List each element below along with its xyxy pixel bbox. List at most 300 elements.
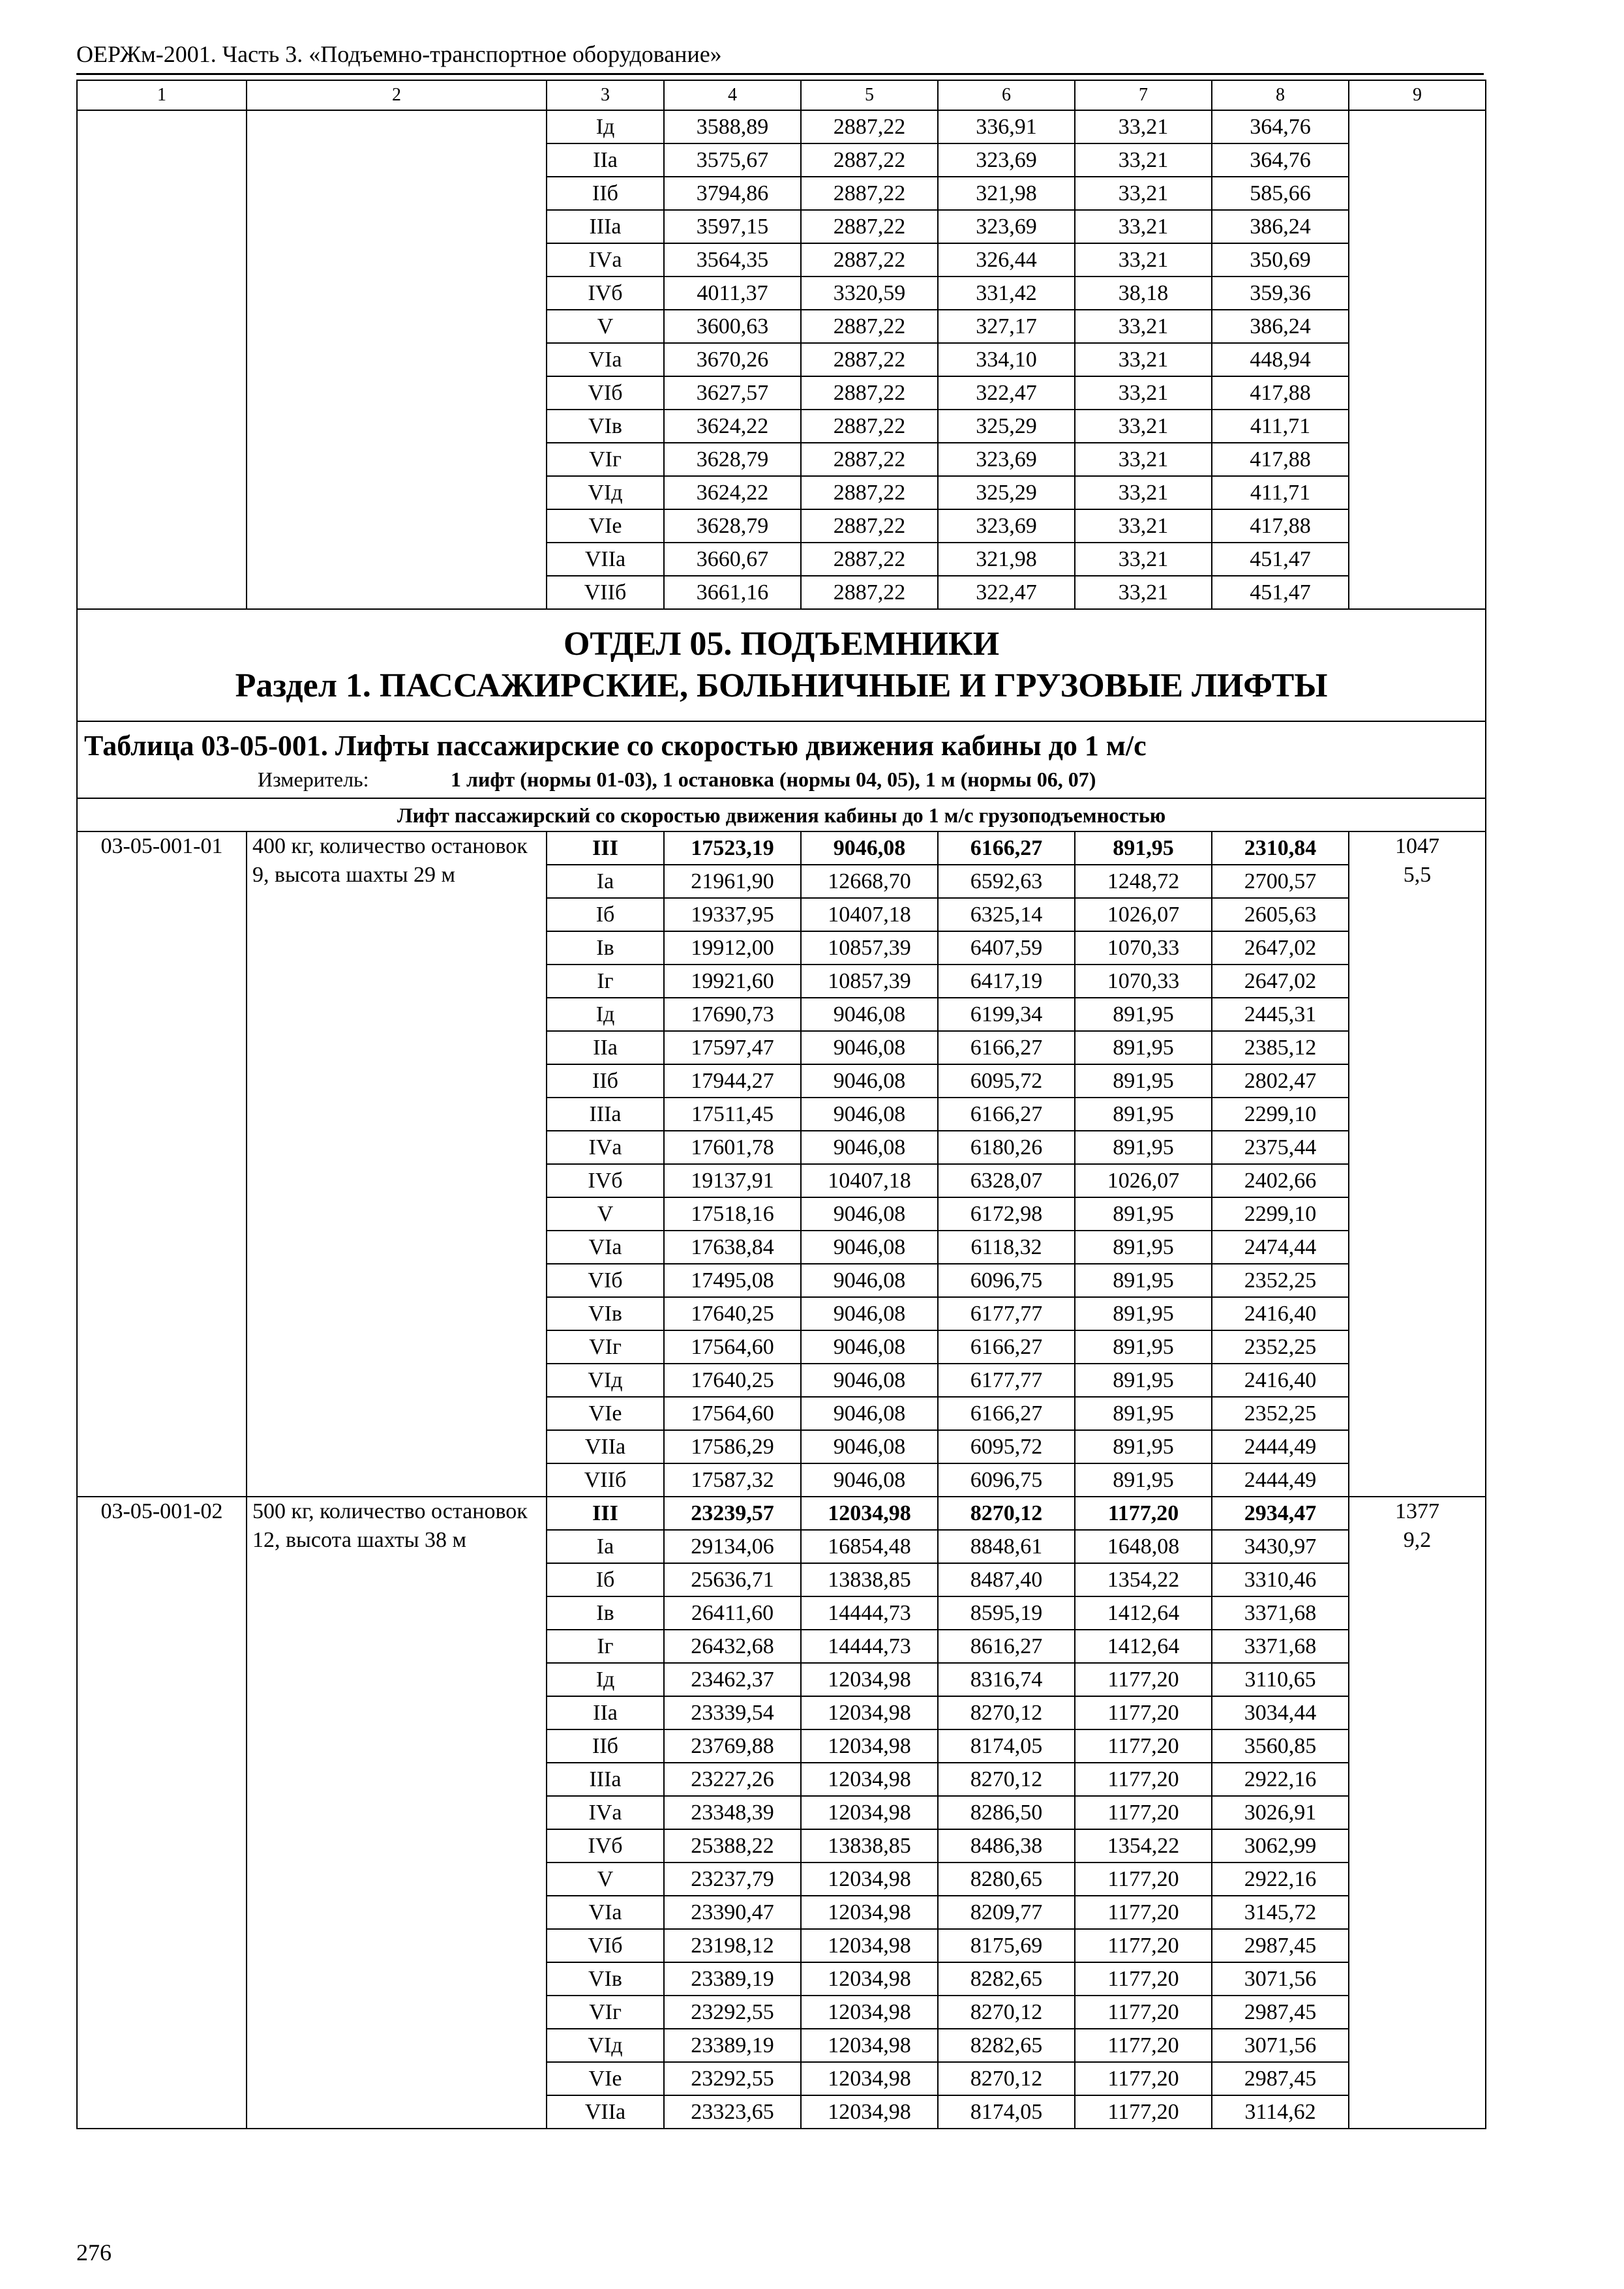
zone-cell: IIа [547, 143, 664, 177]
value-cell: 14444,73 [801, 1596, 938, 1630]
table-row [77, 1497, 1486, 1530]
value-cell: 21961,90 [664, 865, 801, 898]
value-cell: 4011,37 [664, 277, 801, 310]
value-cell: 2605,63 [1212, 898, 1349, 931]
value-cell: 10857,39 [801, 931, 938, 965]
zone-cell: VIг [547, 1996, 664, 2029]
value-cell: 17640,25 [664, 1364, 801, 1397]
zone-cell: VIг [547, 443, 664, 476]
zone-cell: V [547, 1863, 664, 1896]
value-cell: 2802,47 [1212, 1064, 1349, 1098]
value-cell: 2444,49 [1212, 1463, 1349, 1497]
value-cell: 2922,16 [1212, 1863, 1349, 1896]
value-cell: 3062,99 [1212, 1829, 1349, 1863]
value-cell: 3624,22 [664, 410, 801, 443]
zone-cell: IIIа [547, 1763, 664, 1796]
value-cell: 12034,98 [801, 2095, 938, 2129]
value-cell: 1177,20 [1075, 1729, 1212, 1763]
zone-cell: VIб [547, 1264, 664, 1297]
zone-cell: VIе [547, 2062, 664, 2095]
value-cell: 33,21 [1075, 543, 1212, 576]
value-cell: 2887,22 [801, 110, 938, 143]
value-cell: 6407,59 [938, 931, 1075, 965]
value-cell: 8487,40 [938, 1563, 1075, 1596]
value-cell: 2887,22 [801, 143, 938, 177]
value-cell: 8486,38 [938, 1829, 1075, 1863]
zone-cell: IIа [547, 1031, 664, 1064]
zone-cell: VIа [547, 1231, 664, 1264]
value-cell: 3624,22 [664, 476, 801, 509]
zone-cell: Iа [547, 865, 664, 898]
value-cell: 417,88 [1212, 376, 1349, 410]
value-cell: 6096,75 [938, 1463, 1075, 1497]
column-number: 9 [1349, 80, 1486, 110]
zone-cell: IIа [547, 1696, 664, 1729]
value-cell: 2887,22 [801, 543, 938, 576]
value-cell: 16854,48 [801, 1530, 938, 1563]
value-cell: 1177,20 [1075, 1763, 1212, 1796]
value-cell: 2445,31 [1212, 998, 1349, 1031]
value-cell: 1177,20 [1075, 1962, 1212, 1996]
value-cell: 1177,20 [1075, 2029, 1212, 2062]
value-cell: 19137,91 [664, 1164, 801, 1197]
value-cell: 8316,74 [938, 1663, 1075, 1696]
value-cell: 12034,98 [801, 1962, 938, 1996]
value-cell: 891,95 [1075, 1031, 1212, 1064]
value-cell: 2385,12 [1212, 1031, 1349, 1064]
value-cell: 2299,10 [1212, 1098, 1349, 1131]
value-cell: 1177,20 [1075, 2095, 1212, 2129]
value-cell: 6166,27 [938, 1031, 1075, 1064]
value-cell: 17564,60 [664, 1397, 801, 1430]
value-cell: 891,95 [1075, 998, 1212, 1031]
value-cell: 891,95 [1075, 1231, 1212, 1264]
zone-cell: IVб [547, 277, 664, 310]
value-cell: 38,18 [1075, 277, 1212, 310]
value-cell: 17638,84 [664, 1231, 801, 1264]
zone-cell: IIIа [547, 1098, 664, 1131]
value-cell: 6166,27 [938, 1098, 1075, 1131]
value-cell: 2310,84 [1212, 831, 1349, 865]
value-cell: 33,21 [1075, 110, 1212, 143]
value-cell: 1070,33 [1075, 965, 1212, 998]
column-number: 1 [77, 80, 247, 110]
value-cell: 6095,72 [938, 1430, 1075, 1463]
value-cell: 17597,47 [664, 1031, 801, 1064]
zone-cell: VIв [547, 410, 664, 443]
norm-name: 500 кг, количество остановок 12, высота шахты 38 м [247, 1497, 547, 2129]
value-cell: 1177,20 [1075, 1929, 1212, 1962]
value-cell: 33,21 [1075, 343, 1212, 376]
value-cell: 891,95 [1075, 1297, 1212, 1330]
value-cell: 891,95 [1075, 1397, 1212, 1430]
value-cell: 323,69 [938, 509, 1075, 543]
value-cell: 327,17 [938, 310, 1075, 343]
value-cell: 23339,54 [664, 1696, 801, 1729]
column-number: 4 [664, 80, 801, 110]
value-cell: 9046,08 [801, 1397, 938, 1430]
norms-table [76, 80, 1486, 2129]
col9-cell [1349, 110, 1486, 609]
page-header: ОЕРЖм-2001. Часть 3. «Подъемно-транспортное оборудование» [76, 41, 722, 67]
value-cell: 26432,68 [664, 1630, 801, 1663]
meter [84, 765, 1485, 794]
zone-cell: VIб [547, 1929, 664, 1962]
value-cell: 2887,22 [801, 177, 938, 210]
value-cell: 323,69 [938, 210, 1075, 243]
value-cell: 2887,22 [801, 343, 938, 376]
value-cell: 1177,20 [1075, 1696, 1212, 1729]
page-number: 276 [76, 2239, 112, 2266]
value-cell: 1177,20 [1075, 1497, 1212, 1530]
zone-cell: VIа [547, 1896, 664, 1929]
value-cell: 891,95 [1075, 831, 1212, 865]
zone-cell: VIIа [547, 1430, 664, 1463]
value-cell: 1248,72 [1075, 865, 1212, 898]
meter-value: 1 лифт (нормы 01-03), 1 остановка (нормы 04, 05), 1 м (нормы 06, 07) [451, 768, 1096, 791]
value-cell: 3628,79 [664, 443, 801, 476]
value-cell: 6118,32 [938, 1231, 1075, 1264]
value-cell: 17587,32 [664, 1463, 801, 1497]
value-cell: 2647,02 [1212, 931, 1349, 965]
value-cell: 2474,44 [1212, 1231, 1349, 1264]
value-cell: 323,69 [938, 143, 1075, 177]
table-title: Таблица 03-05-001. Лифты пассажирские со скоростью движения кабины до 1 м/с [84, 730, 1147, 762]
value-cell: 322,47 [938, 576, 1075, 609]
value-cell: 9046,08 [801, 1264, 938, 1297]
value-cell: 19337,95 [664, 898, 801, 931]
value-cell: 9046,08 [801, 1330, 938, 1364]
value-cell: 12034,98 [801, 1696, 938, 1729]
value-cell: 1177,20 [1075, 1896, 1212, 1929]
value-cell: 23292,55 [664, 2062, 801, 2095]
value-cell: 2887,22 [801, 376, 938, 410]
value-cell: 2352,25 [1212, 1397, 1349, 1430]
value-cell: 19921,60 [664, 965, 801, 998]
value-cell: 3627,57 [664, 376, 801, 410]
value-cell: 3564,35 [664, 243, 801, 277]
col9-bottom: 9,2 [1403, 1528, 1432, 1552]
value-cell: 1177,20 [1075, 1996, 1212, 2029]
value-cell: 891,95 [1075, 1197, 1212, 1231]
value-cell: 10407,18 [801, 1164, 938, 1197]
value-cell: 3110,65 [1212, 1663, 1349, 1696]
table-title-cell [77, 721, 1486, 798]
value-cell: 336,91 [938, 110, 1075, 143]
column-number: 6 [938, 80, 1075, 110]
value-cell: 9046,08 [801, 1364, 938, 1397]
value-cell: 2416,40 [1212, 1364, 1349, 1397]
value-cell: 3600,63 [664, 310, 801, 343]
value-cell: 891,95 [1075, 1330, 1212, 1364]
value-cell: 33,21 [1075, 243, 1212, 277]
value-cell: 3071,56 [1212, 2029, 1349, 2062]
value-cell: 2922,16 [1212, 1763, 1349, 1796]
value-cell: 9046,08 [801, 1031, 938, 1064]
value-cell: 2887,22 [801, 410, 938, 443]
value-cell: 33,21 [1075, 443, 1212, 476]
value-cell: 12034,98 [801, 1796, 938, 1829]
value-cell: 3794,86 [664, 177, 801, 210]
table-row [77, 831, 1486, 865]
value-cell: 451,47 [1212, 576, 1349, 609]
value-cell: 12034,98 [801, 1729, 938, 1763]
value-cell: 8286,50 [938, 1796, 1075, 1829]
zone-cell: IVб [547, 1164, 664, 1197]
value-cell: 9046,08 [801, 1297, 938, 1330]
zone-cell: VIг [547, 1330, 664, 1364]
col9-top: 1377 [1395, 1499, 1439, 1523]
value-cell: 3575,67 [664, 143, 801, 177]
value-cell: 33,21 [1075, 509, 1212, 543]
section-title [77, 609, 1486, 721]
value-cell: 10857,39 [801, 965, 938, 998]
zone-cell: Iд [547, 998, 664, 1031]
value-cell: 331,42 [938, 277, 1075, 310]
value-cell: 1177,20 [1075, 2062, 1212, 2095]
value-cell: 8270,12 [938, 1763, 1075, 1796]
value-cell: 12034,98 [801, 1996, 938, 2029]
value-cell: 17586,29 [664, 1430, 801, 1463]
value-cell: 9046,08 [801, 1463, 938, 1497]
part-title: Раздел 1. ПАССАЖИРСКИЕ, БОЛЬНИЧНЫЕ И ГРУЗОВЫЕ ЛИФТЫ [235, 667, 1328, 704]
dept-title: ОТДЕЛ 05. ПОДЪЕМНИКИ [563, 625, 1000, 663]
value-cell: 8616,27 [938, 1630, 1075, 1663]
value-cell: 8209,77 [938, 1896, 1075, 1929]
section-title-row [77, 609, 1486, 721]
zone-cell: Iб [547, 1563, 664, 1596]
value-cell: 9046,08 [801, 831, 938, 865]
value-cell: 33,21 [1075, 576, 1212, 609]
zone-cell: VIа [547, 343, 664, 376]
value-cell: 12034,98 [801, 1497, 938, 1530]
value-cell: 19912,00 [664, 931, 801, 965]
value-cell: 33,21 [1075, 376, 1212, 410]
value-cell: 891,95 [1075, 1264, 1212, 1297]
value-cell: 2934,47 [1212, 1497, 1349, 1530]
value-cell: 17601,78 [664, 1131, 801, 1164]
value-cell: 3034,44 [1212, 1696, 1349, 1729]
value-cell: 1354,22 [1075, 1563, 1212, 1596]
column-number-row [77, 80, 1486, 110]
value-cell: 3661,16 [664, 576, 801, 609]
value-cell: 33,21 [1075, 310, 1212, 343]
value-cell: 23462,37 [664, 1663, 801, 1696]
zone-cell: V [547, 310, 664, 343]
value-cell: 3628,79 [664, 509, 801, 543]
value-cell: 6166,27 [938, 1330, 1075, 1364]
value-cell: 12034,98 [801, 2029, 938, 2062]
value-cell: 3371,68 [1212, 1596, 1349, 1630]
value-cell: 14444,73 [801, 1630, 938, 1663]
value-cell: 12034,98 [801, 1763, 938, 1796]
value-cell: 8270,12 [938, 1996, 1075, 2029]
value-cell: 6328,07 [938, 1164, 1075, 1197]
value-cell: 3560,85 [1212, 1729, 1349, 1763]
value-cell: 2887,22 [801, 310, 938, 343]
value-cell: 3430,97 [1212, 1530, 1349, 1563]
value-cell: 417,88 [1212, 509, 1349, 543]
value-cell: 17518,16 [664, 1197, 801, 1231]
zone-cell: III [547, 831, 664, 865]
value-cell: 325,29 [938, 410, 1075, 443]
value-cell: 2416,40 [1212, 1297, 1349, 1330]
value-cell: 1412,64 [1075, 1630, 1212, 1663]
value-cell: 6417,19 [938, 965, 1075, 998]
value-cell: 6177,77 [938, 1297, 1075, 1330]
value-cell: 6172,98 [938, 1197, 1075, 1231]
zone-cell: VIд [547, 476, 664, 509]
value-cell: 8270,12 [938, 1497, 1075, 1530]
value-cell: 323,69 [938, 443, 1075, 476]
name-cell [247, 110, 547, 609]
zone-cell: Iг [547, 1630, 664, 1663]
value-cell: 1648,08 [1075, 1530, 1212, 1563]
value-cell: 8280,65 [938, 1863, 1075, 1896]
value-cell: 891,95 [1075, 1098, 1212, 1131]
value-cell: 2444,49 [1212, 1430, 1349, 1463]
value-cell: 12034,98 [801, 1663, 938, 1696]
zone-cell: IIб [547, 177, 664, 210]
value-cell: 9046,08 [801, 1231, 938, 1264]
value-cell: 2647,02 [1212, 965, 1349, 998]
value-cell: 364,76 [1212, 143, 1349, 177]
value-cell: 3670,26 [664, 343, 801, 376]
value-cell: 1177,20 [1075, 1863, 1212, 1896]
value-cell: 2887,22 [801, 509, 938, 543]
zone-cell: IVа [547, 1796, 664, 1829]
column-number: 3 [547, 80, 664, 110]
value-cell: 2352,25 [1212, 1264, 1349, 1297]
zone-cell: V [547, 1197, 664, 1231]
value-cell: 1177,20 [1075, 1796, 1212, 1829]
value-cell: 2887,22 [801, 476, 938, 509]
zone-cell: Iв [547, 1596, 664, 1630]
value-cell: 3145,72 [1212, 1896, 1349, 1929]
value-cell: 10407,18 [801, 898, 938, 931]
zone-cell: VIд [547, 2029, 664, 2062]
column-number: 5 [801, 80, 938, 110]
value-cell: 23389,19 [664, 1962, 801, 1996]
value-cell: 411,71 [1212, 476, 1349, 509]
zone-cell: Iг [547, 965, 664, 998]
value-cell: 2887,22 [801, 576, 938, 609]
value-cell: 9046,08 [801, 1064, 938, 1098]
value-cell: 2887,22 [801, 210, 938, 243]
value-cell: 29134,06 [664, 1530, 801, 1563]
value-cell: 23237,79 [664, 1863, 801, 1896]
value-cell: 13838,85 [801, 1829, 938, 1863]
value-cell: 359,36 [1212, 277, 1349, 310]
value-cell: 891,95 [1075, 1131, 1212, 1164]
zone-cell: IIIа [547, 210, 664, 243]
column-number: 2 [247, 80, 547, 110]
value-cell: 2299,10 [1212, 1197, 1349, 1231]
value-cell: 3660,67 [664, 543, 801, 576]
value-cell: 25388,22 [664, 1829, 801, 1863]
value-cell: 6166,27 [938, 831, 1075, 865]
zone-cell: Iд [547, 110, 664, 143]
value-cell: 585,66 [1212, 177, 1349, 210]
value-cell: 17564,60 [664, 1330, 801, 1364]
zone-cell: III [547, 1497, 664, 1530]
value-cell: 451,47 [1212, 543, 1349, 576]
value-cell: 23292,55 [664, 1996, 801, 2029]
value-cell: 326,44 [938, 243, 1075, 277]
col9-bottom: 5,5 [1403, 863, 1432, 887]
value-cell: 891,95 [1075, 1064, 1212, 1098]
value-cell: 891,95 [1075, 1364, 1212, 1397]
value-cell: 17944,27 [664, 1064, 801, 1098]
value-cell: 6592,63 [938, 865, 1075, 898]
column-number: 8 [1212, 80, 1349, 110]
col9-cell [1349, 831, 1486, 1497]
value-cell: 3588,89 [664, 110, 801, 143]
value-cell: 2987,45 [1212, 2062, 1349, 2095]
value-cell: 8282,65 [938, 2029, 1075, 2062]
norm-code: 03-05-001-02 [77, 1497, 247, 2129]
value-cell: 2375,44 [1212, 1131, 1349, 1164]
value-cell: 9046,08 [801, 1098, 938, 1131]
value-cell: 23389,19 [664, 2029, 801, 2062]
value-cell: 3310,46 [1212, 1563, 1349, 1596]
value-cell: 8174,05 [938, 1729, 1075, 1763]
value-cell: 33,21 [1075, 177, 1212, 210]
value-cell: 17640,25 [664, 1297, 801, 1330]
norm-name: 400 кг, количество остановок 9, высота шахты 29 м [247, 831, 547, 1497]
table-title-row [77, 721, 1486, 798]
value-cell: 3597,15 [664, 210, 801, 243]
subheader: Лифт пассажирский со скоростью движения кабины до 1 м/с грузоподъемностью [77, 798, 1486, 831]
value-cell: 25636,71 [664, 1563, 801, 1596]
zone-cell: VIIб [547, 576, 664, 609]
zone-cell: VIб [547, 376, 664, 410]
value-cell: 3071,56 [1212, 1962, 1349, 1996]
value-cell: 17523,19 [664, 831, 801, 865]
value-cell: 33,21 [1075, 476, 1212, 509]
column-number: 7 [1075, 80, 1212, 110]
value-cell: 6166,27 [938, 1397, 1075, 1430]
value-cell: 12034,98 [801, 2062, 938, 2095]
value-cell: 2987,45 [1212, 1929, 1349, 1962]
zone-cell: VIIа [547, 2095, 664, 2129]
value-cell: 6325,14 [938, 898, 1075, 931]
value-cell: 6177,77 [938, 1364, 1075, 1397]
value-cell: 17495,08 [664, 1264, 801, 1297]
value-cell: 8174,05 [938, 2095, 1075, 2129]
value-cell: 2402,66 [1212, 1164, 1349, 1197]
zone-cell: Iб [547, 898, 664, 931]
value-cell: 6199,34 [938, 998, 1075, 1031]
zone-cell: VIе [547, 1397, 664, 1430]
value-cell: 33,21 [1075, 410, 1212, 443]
value-cell: 8848,61 [938, 1530, 1075, 1563]
value-cell: 13838,85 [801, 1563, 938, 1596]
value-cell: 334,10 [938, 343, 1075, 376]
value-cell: 23323,65 [664, 2095, 801, 2129]
zone-cell: IVа [547, 243, 664, 277]
value-cell: 23239,57 [664, 1497, 801, 1530]
zone-cell: VIе [547, 509, 664, 543]
value-cell: 1412,64 [1075, 1596, 1212, 1630]
value-cell: 350,69 [1212, 243, 1349, 277]
value-cell: 448,94 [1212, 343, 1349, 376]
value-cell: 417,88 [1212, 443, 1349, 476]
value-cell: 12034,98 [801, 1863, 938, 1896]
value-cell: 411,71 [1212, 410, 1349, 443]
value-cell: 6180,26 [938, 1131, 1075, 1164]
value-cell: 9046,08 [801, 1197, 938, 1231]
